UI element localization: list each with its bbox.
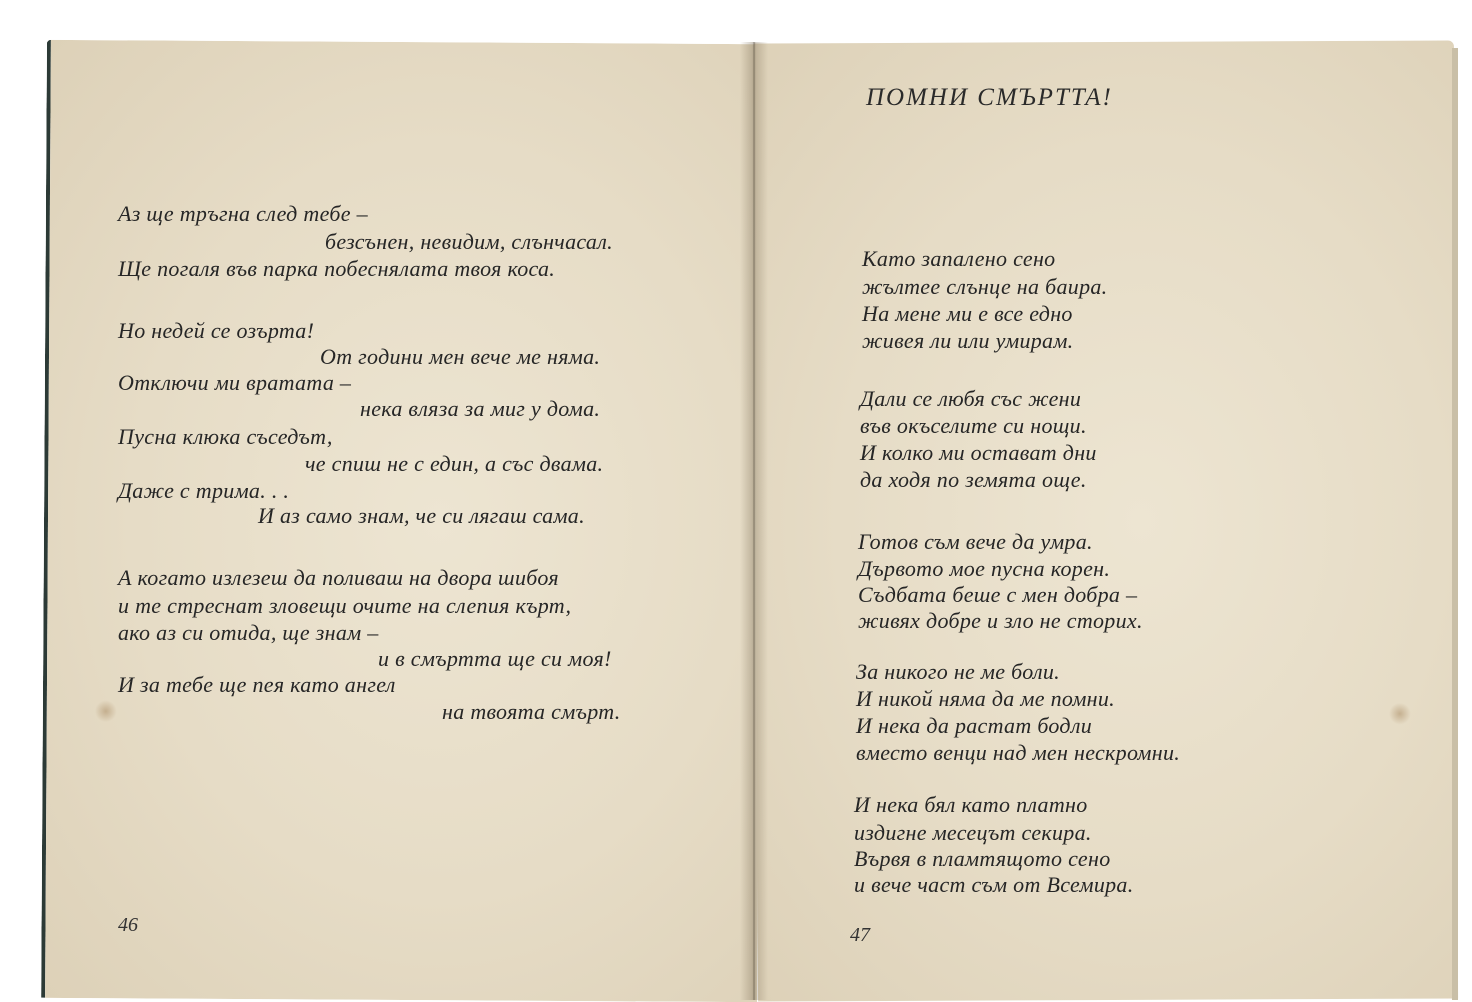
poem-line: Съдбата беше с мен добра –	[858, 582, 1138, 607]
poem-line: и те стреснат зловещи очите на слепия кърт,	[118, 593, 572, 618]
poem-line: И за тебе ще пея като ангел	[118, 672, 396, 697]
page-number: 47	[850, 924, 870, 946]
poem-line: На мене ми е все едно	[862, 301, 1073, 326]
poem-line: и вече част съм от Всемира.	[854, 872, 1134, 897]
poem-line: живея ли или умирам.	[862, 328, 1074, 353]
poem-line: Аз ще тръгна след тебе –	[118, 201, 368, 226]
poem-line: А когато излезеш да поливаш на двора шибоя	[118, 565, 559, 590]
poem-line: вместо венци над мен нескромни.	[856, 740, 1181, 765]
book-spine	[740, 42, 768, 1000]
poem-line: Дървото мое пусна корен.	[858, 556, 1111, 581]
poem-line: И нека да растат бодли	[856, 713, 1093, 738]
poem-line: Дали се любя със жени	[860, 386, 1082, 411]
poem-line: и в смъртта ще си моя!	[378, 646, 612, 671]
poem-line: да ходя по земята още.	[860, 467, 1087, 492]
poem-line: И нека бял като платно	[854, 792, 1088, 817]
poem-line: Вървя в пламтящото сено	[854, 846, 1111, 871]
poem-line: че спиш не с един, а със двама.	[305, 451, 604, 476]
poem-line: От години мен вече ме няма.	[320, 344, 601, 369]
page-edge	[1452, 48, 1458, 1000]
poem-line: Но недей се озърта!	[118, 318, 315, 343]
poem-line: ако аз си отида, ще знам –	[118, 620, 379, 645]
poem-line: Ще погаля във парка побеснялата твоя коса.	[118, 256, 556, 281]
paper-stain	[95, 700, 117, 722]
poem-line: нека вляза за миг у дома.	[360, 396, 601, 421]
poem-line: Отключи ми вратата –	[118, 370, 352, 395]
poem-line: За никого не ме боли.	[856, 659, 1060, 684]
poem-line: Готов съм вече да умра.	[858, 529, 1093, 554]
paper-stain	[1389, 703, 1411, 725]
poem-line: И аз само знам, че си лягаш сама.	[258, 503, 585, 528]
poem-title: ПОМНИ СМЪРТТА!	[866, 84, 1113, 111]
poem-line: Пусна клюка съседът,	[118, 424, 333, 449]
page-number: 46	[118, 914, 138, 936]
poem-line: И никой няма да ме помни.	[856, 686, 1115, 711]
poem-line: живях добре и зло не сторих.	[858, 608, 1143, 633]
poem-line: жълтее слънце на баира.	[862, 274, 1108, 299]
poem-line: издигне месецът секира.	[854, 820, 1092, 845]
poem-line: на твоята смърт.	[442, 699, 621, 724]
poem-line: Като запалено сено	[862, 246, 1056, 271]
poem-line: във окъселите си нощи.	[860, 413, 1087, 438]
poem-line: И колко ми остават дни	[860, 440, 1097, 465]
poem-line: безсънен, невидим, слънчасал.	[325, 229, 613, 254]
poem-line: Даже с трима. . .	[118, 478, 290, 503]
